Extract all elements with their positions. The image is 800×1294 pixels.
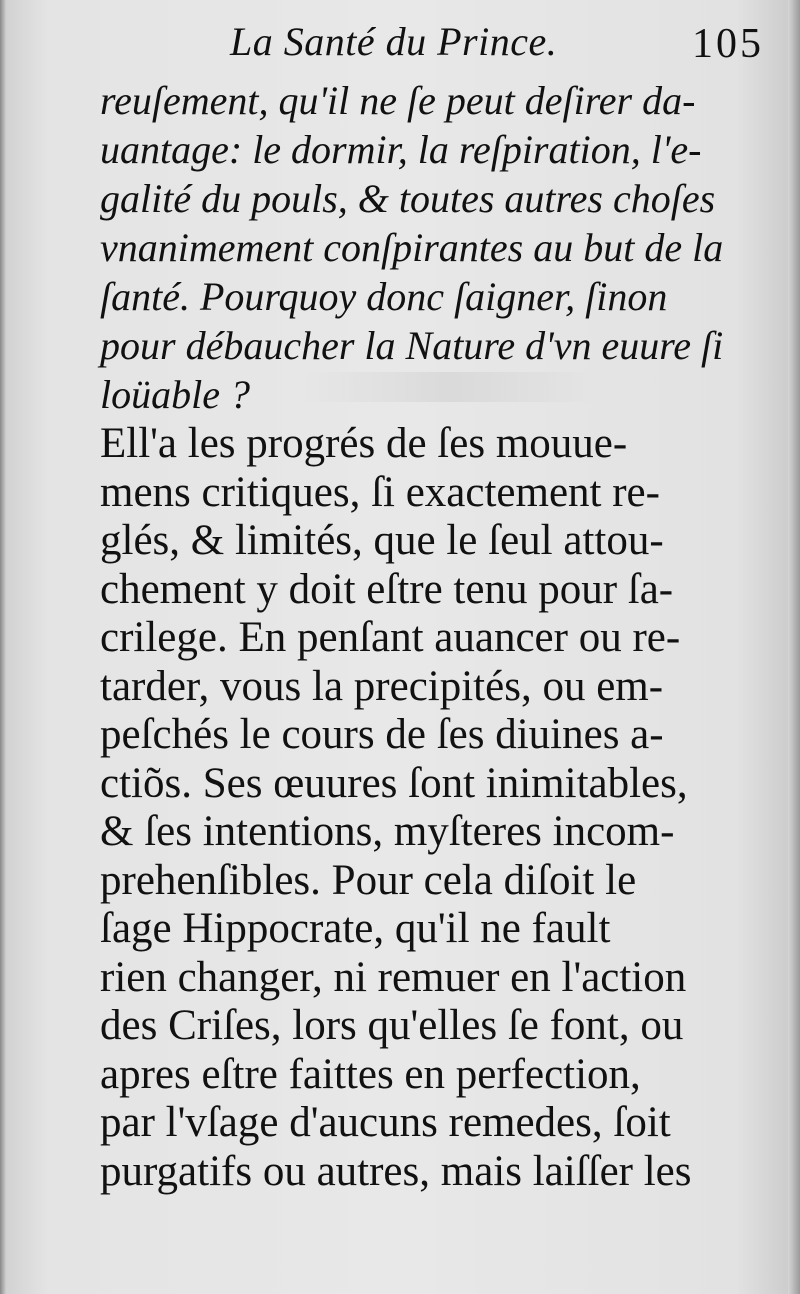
text-line: ſage Hippocrate, qu'il ne fault: [100, 905, 611, 952]
text-line: mens critiques, ſi exactement re-: [100, 468, 660, 516]
page-header: [230, 10, 770, 70]
text-line: crilege. En penſant auancer ou re-: [100, 614, 681, 661]
text-line: & ſes intentions, myſteres incom-: [100, 808, 675, 855]
page-left-edge: [0, 0, 6, 1294]
running-title: La Santé du Prince.: [230, 19, 558, 64]
text-line: vnanimement conſpirantes au but de la: [100, 225, 724, 270]
text-line: peſchés le cours de ſes diuines a-: [100, 711, 664, 758]
text-line: apres eſtre faittes en perfection,: [100, 1050, 641, 1098]
text-line: ctiõs. Ses œuures ſont inimitables,: [100, 759, 688, 807]
text-line: reuſement, qu'il ne ſe peut deſirer da-: [100, 78, 696, 123]
text-line: Ell'a les progrés de ſes mouue-: [100, 420, 628, 467]
page-right-edge: [788, 0, 800, 1294]
text-line: uantage: le dormir, la reſpiration, l'e-: [100, 127, 702, 172]
text-line: chement y doit eſtre tenu pour ſa-: [100, 565, 674, 613]
text-line: galité du pouls, & toutes autres choſes: [100, 176, 716, 221]
page-number: 105: [692, 21, 764, 67]
roman-paragraph: [100, 420, 770, 1196]
text-line: par l'vſage d'aucuns remedes, ſoit: [100, 1099, 671, 1146]
text-line: pour débaucher la Nature d'vn euure ſi: [100, 323, 724, 368]
text-line: prehenſibles. Pour cela diſoit le: [100, 856, 637, 904]
text-line: ſanté. Pourquoy donc ſaigner, ſinon: [100, 274, 668, 319]
text-line: rien changer, ni remuer en l'action: [100, 953, 687, 1001]
text-line: loüable ?: [100, 372, 250, 417]
text-line: purgatifs ou autres, mais laiſſer les: [100, 1147, 692, 1195]
text-line: tarder, vous la precipités, ou em-: [100, 662, 664, 710]
text-line: glés, & limités, que le ſeul attou-: [100, 517, 664, 564]
italic-paragraph: [100, 76, 770, 419]
text-line: des Criſes, lors qu'elles ſe font, ou: [100, 1002, 684, 1049]
